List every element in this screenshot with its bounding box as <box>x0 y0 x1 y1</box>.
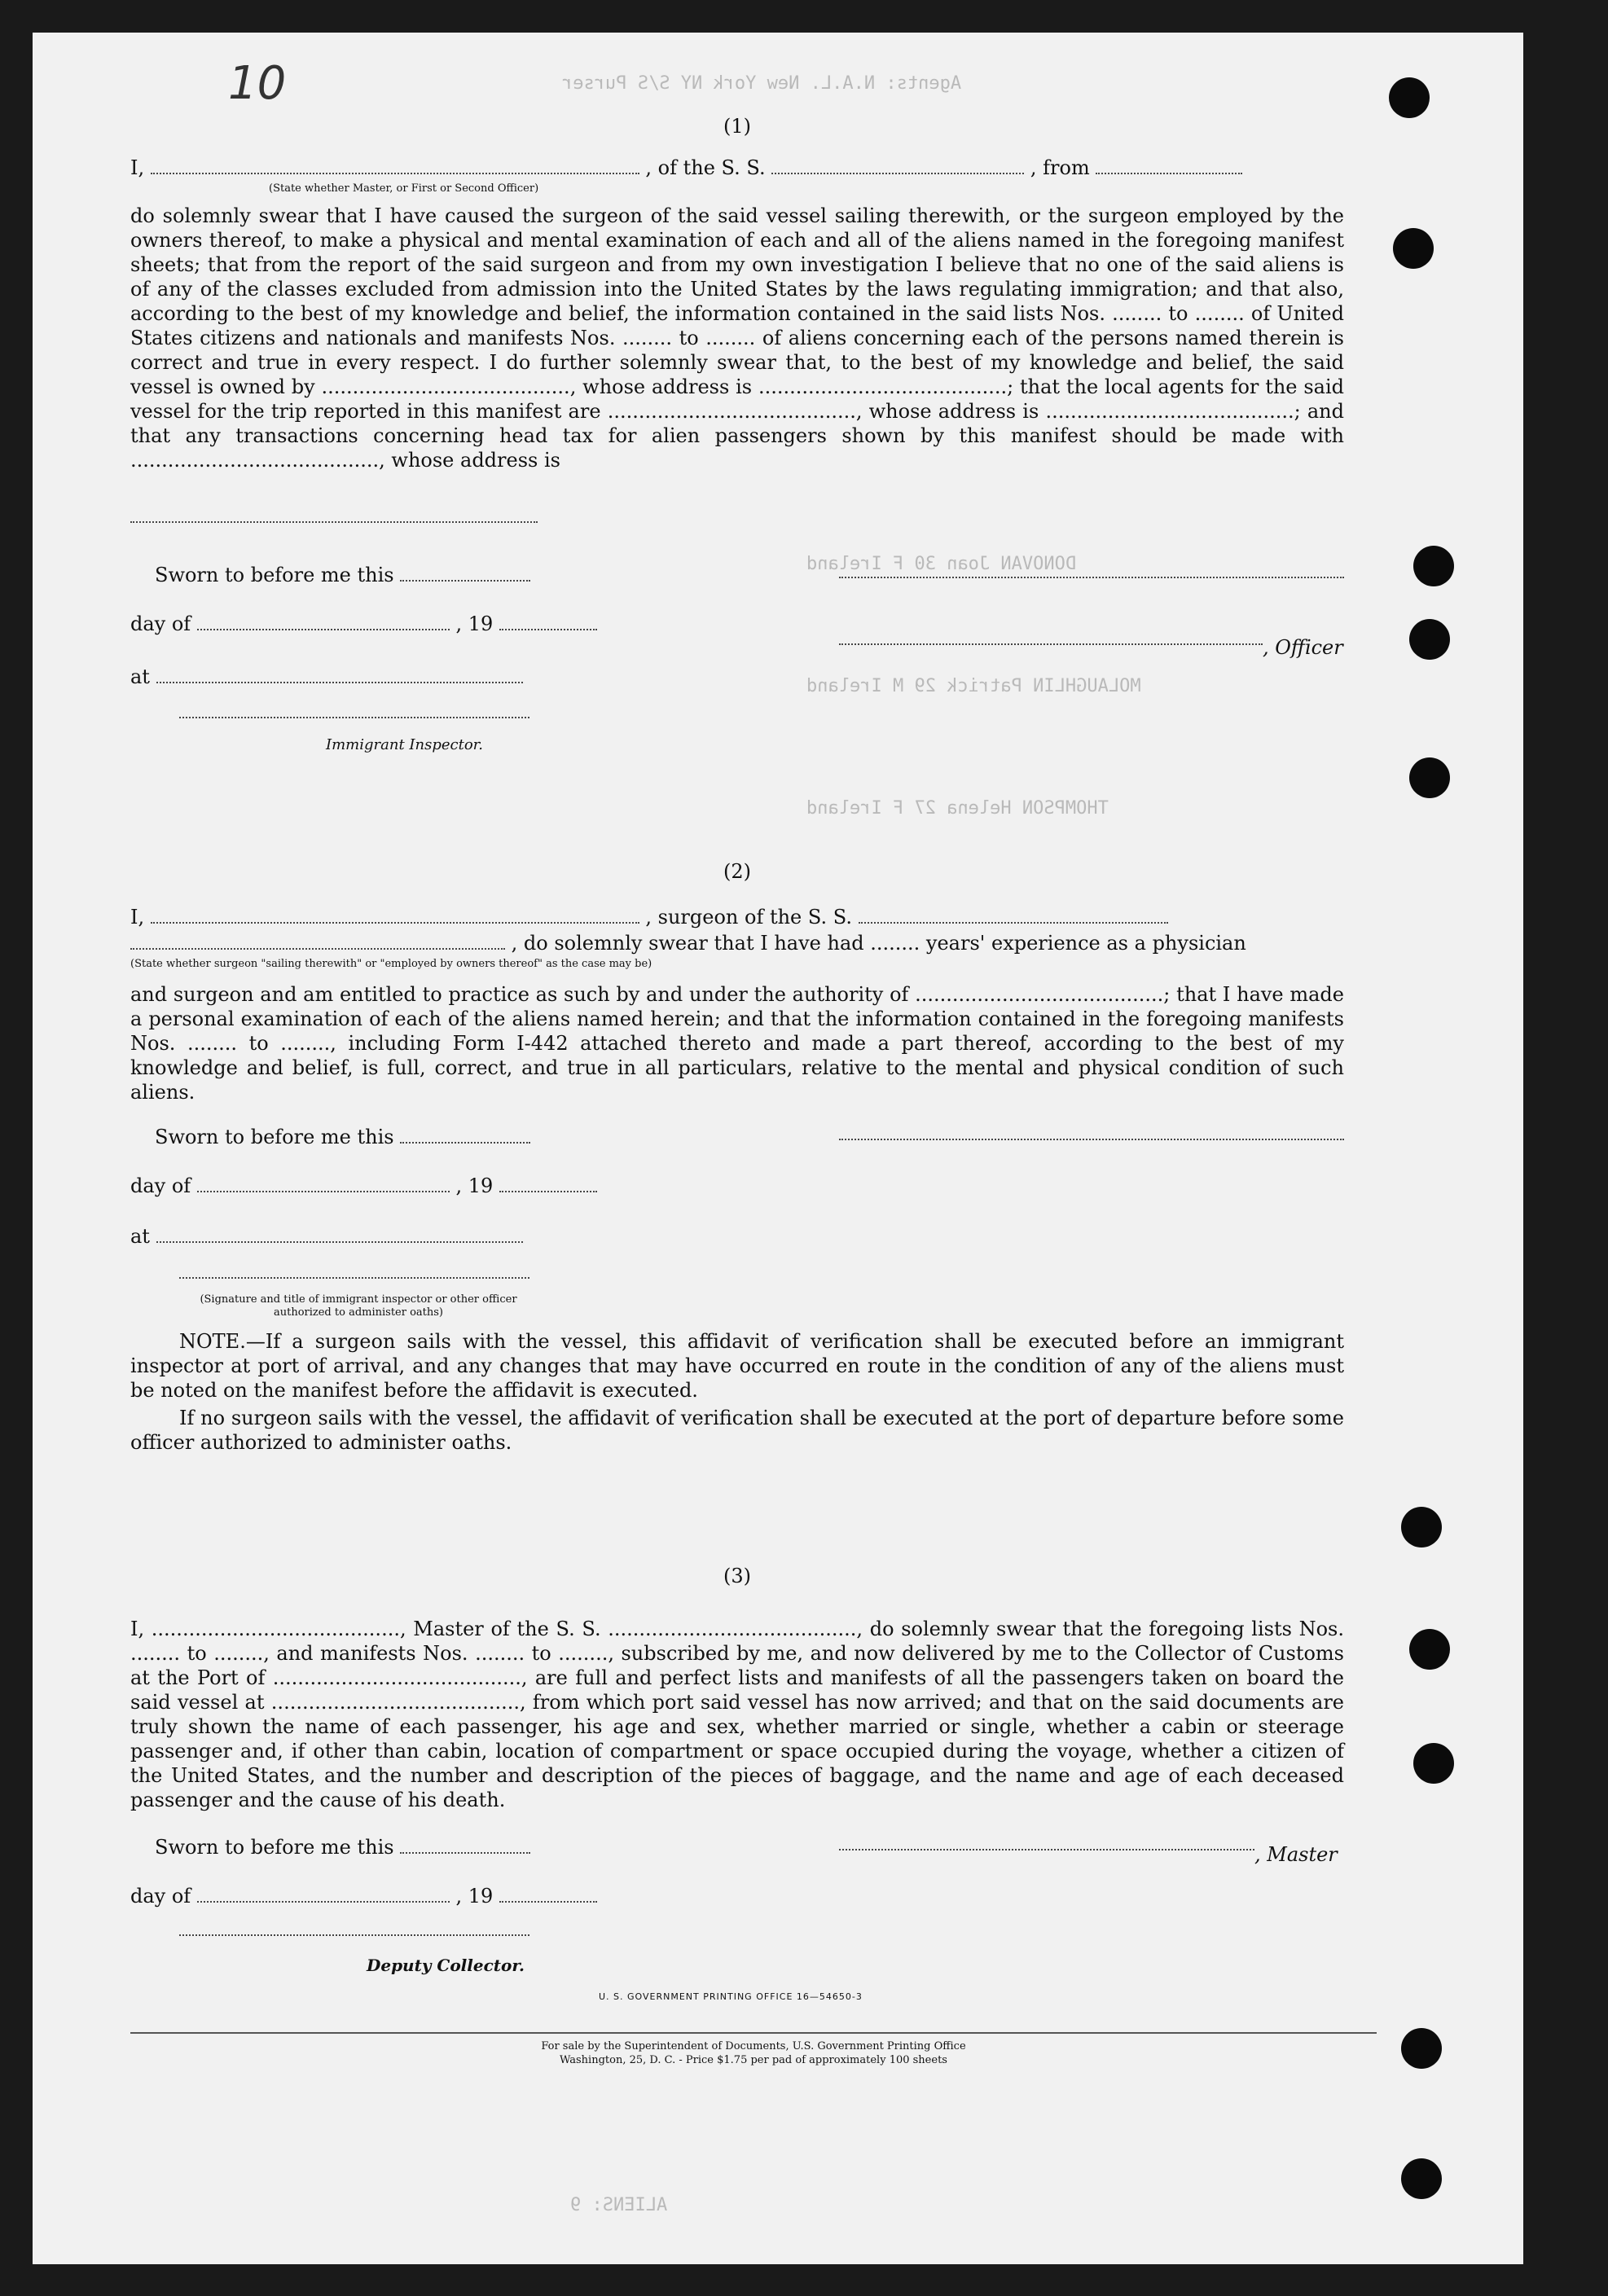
year-label-2: , 19 <box>455 1174 494 1197</box>
punch-hole <box>1401 1507 1442 1547</box>
section-1-header-line <box>130 155 1344 179</box>
inspector-signature-field[interactable] <box>179 717 529 718</box>
section-2-number: (2) <box>723 860 751 883</box>
i-label-2: I, <box>130 906 145 928</box>
sworn-day-field-2[interactable] <box>400 1124 530 1144</box>
sworn-day-field-3[interactable] <box>400 1834 530 1854</box>
bleed-through-footer: ALIENS: 9 <box>570 2195 668 2215</box>
from-label: , from <box>1030 156 1090 179</box>
day-of-label: day of <box>130 612 191 635</box>
sworn-label-3: Sworn to before me this <box>155 1836 394 1859</box>
manifest-page <box>33 33 1523 2264</box>
punch-hole <box>1413 1743 1454 1784</box>
officer-title-field[interactable] <box>839 643 1263 645</box>
i-label: I, <box>130 156 145 179</box>
bleed-through-header: Agents: N.A.L. New York NY S/S Purser <box>562 73 962 94</box>
punch-hole <box>1409 1629 1450 1670</box>
from-port-field[interactable] <box>1096 155 1242 174</box>
year-label-3: , 19 <box>455 1885 494 1907</box>
surgeon-of-ss-label: , surgeon of the S. S. <box>645 906 852 928</box>
section-1-body: do solemnly swear that I have caused the surgeon of the said vessel sailing therewith, or the surgeon employed by the owners thereof, to make a physical and mental examination of each and all of the aliens named in the foregoing manifest sheets; that from the report of the said surgeon and from my own investigation I believe that no one of the said aliens is of any of the classes excluded from admission into the United States by the laws regulating immigration; and that also, according to the best of my knowledge and belief, the information contained in the said lists Nos. ........ to ........ of United States citizens and nationals and manifests Nos. ........ to ........ of aliens concerning each of the persons named therein is correct and true in every respect. I do further solemnly swear that, to the best of my knowledge and belief, the said vessel is owned by ........................................, whose address is ........................................; that the local agents for the said vessel for the trip reported in this manifest are ........................................, whose address is ........................................; and that any transactions concerning head tax for alien passengers shown by this manifest should be made with ........................................, whose address is <box>130 204 1344 472</box>
master-label: , Master <box>1254 1843 1338 1866</box>
surgeon-vessel-field[interactable] <box>859 904 1168 924</box>
day-of-label-2: day of <box>130 1174 191 1197</box>
day-of-field[interactable] <box>197 611 450 630</box>
sworn-day-field[interactable] <box>400 562 530 582</box>
surgeon-signature-field[interactable] <box>839 1139 1344 1140</box>
rule-dots <box>130 521 538 523</box>
note-2: If no surgeon sails with the vessel, the affidavit of verification shall be executed at the port of departure before some officer authorized to administer oaths. <box>130 1407 1344 1454</box>
master-name-field[interactable] <box>151 155 639 174</box>
punch-hole <box>1401 2158 1442 2199</box>
day-of-field-2[interactable] <box>197 1173 450 1192</box>
oath-signature-note: (Signature and title of immigrant inspector or other officer authorized to administer oaths) <box>200 1293 517 1319</box>
vessel-name-field[interactable] <box>771 155 1024 174</box>
sale-line-1: For sale by the Superintendent of Documents, U.S. Government Printing Office <box>541 2040 966 2052</box>
sworn-line-2 <box>155 1124 1369 1149</box>
section-2-experience-line <box>130 930 1344 955</box>
surgeon-name-field[interactable] <box>151 904 639 924</box>
punch-hole <box>1389 77 1430 118</box>
year-field-3[interactable] <box>499 1883 597 1903</box>
day-of-label-3: day of <box>130 1885 191 1907</box>
year-label: , 19 <box>455 612 494 635</box>
year-field[interactable] <box>499 611 597 630</box>
at-field-2[interactable] <box>156 1223 523 1243</box>
sworn-label-2: Sworn to before me this <box>155 1126 394 1148</box>
punch-hole <box>1401 2028 1442 2069</box>
at-label: at <box>130 665 150 688</box>
sworn-label: Sworn to before me this <box>155 564 394 586</box>
gpo-imprint: U. S. GOVERNMENT PRINTING OFFICE 16—54650-3 <box>599 1991 863 2002</box>
day-of-field-3[interactable] <box>197 1883 450 1903</box>
section-3-number: (3) <box>723 1565 751 1587</box>
punch-hole <box>1409 757 1450 798</box>
section-1-number: (1) <box>723 115 751 138</box>
officer-signature-field[interactable] <box>839 577 1344 578</box>
sworn-line-1 <box>155 562 1369 587</box>
sale-line-2: Washington, 25, D. C. - Price $1.75 per pad of approximately 100 sheets <box>560 2054 947 2066</box>
section-3-body: I, ........................................, Master of the S. S. ........................................, do solemnly swear that the foregoing lists Nos. ........ to ........, and manifests Nos. ........ to ........, subscribed by me, and now delivered by me to the Collector of Customs at the Port of ........................................, are full and perfect lists and manifests of all the passengers taken on board the said vessel at ........................................, from which port said vessel has now arrived; and that on the said documents are truly shown the name of each passenger, his age and sex, whether married or single, whether a cabin or steerage passenger and, if other than cabin, location of compartment or space occupied during the voyage, whether a citizen of the United States, and the number and description of the pieces of baggage, and the name and age of each deceased passenger and the cause of his death. <box>130 1618 1344 1811</box>
title-note: (State whether Master, or First or Second Officer) <box>269 182 539 195</box>
surgeon-note: (State whether surgeon "sailing therewith" or "employed by owners thereof" as the case may be) <box>130 958 652 970</box>
collector-label: Deputy Collector. <box>367 1956 525 1975</box>
oath-officer-signature-field[interactable] <box>179 1277 529 1279</box>
punch-hole <box>1409 619 1450 660</box>
punch-hole <box>1413 546 1454 586</box>
handwritten-page-number: 10 <box>228 57 287 110</box>
section-1-rule <box>130 521 1377 523</box>
day-of-line-2 <box>130 1173 1344 1198</box>
sworn-line-3 <box>155 1834 1369 1859</box>
section-2-header-line <box>130 904 1344 929</box>
year-field-2[interactable] <box>499 1173 597 1192</box>
at-line-2 <box>130 1223 1344 1249</box>
officer-label: , Officer <box>1263 636 1343 659</box>
at-line-1 <box>130 664 1344 689</box>
bleed-through-row: DONOVAN Joan 30 F Ireland <box>806 554 1077 574</box>
collector-signature-field[interactable] <box>179 1934 529 1936</box>
experience-label: , do solemnly swear that I have had ........ years' experience as a physician <box>511 932 1246 955</box>
at-field[interactable] <box>156 664 523 683</box>
master-signature-field[interactable] <box>839 1849 1254 1850</box>
of-ss-label: , of the S. S. <box>645 156 766 179</box>
section-2-body: and surgeon and am entitled to practice as such by and under the authority of ........................................; that I have made a personal examination of each of the aliens named herein; and that the information contained in the foregoing manifests Nos. ........ to ........, including Form I-442 attached thereto and made a part thereof, according to the best of my knowledge and belief, is full, correct, and true in all particulars, relative to the mental and physical condition of such aliens. <box>130 983 1344 1104</box>
at-label-2: at <box>130 1225 150 1248</box>
bleed-through-row: THOMPSON Helena 27 F Ireland <box>806 798 1109 819</box>
bleed-through-row: MOLAUGHLIN Patrick 29 M Ireland <box>806 676 1141 696</box>
day-of-line-3 <box>130 1883 1344 1908</box>
day-of-line-1 <box>130 611 1344 636</box>
footer-rule <box>130 2032 1377 2034</box>
surgeon-status-field[interactable] <box>130 930 505 950</box>
inspector-label: Immigrant Inspector. <box>326 736 484 753</box>
note-1: NOTE.—If a surgeon sails with the vessel, this affidavit of verification shall be executed before an immigrant inspector at port of arrival, and any changes that may have occurred en route in the condition of any of the aliens must be noted on the manifest before the affidavit is executed. <box>130 1330 1344 1402</box>
punch-hole <box>1393 228 1434 269</box>
